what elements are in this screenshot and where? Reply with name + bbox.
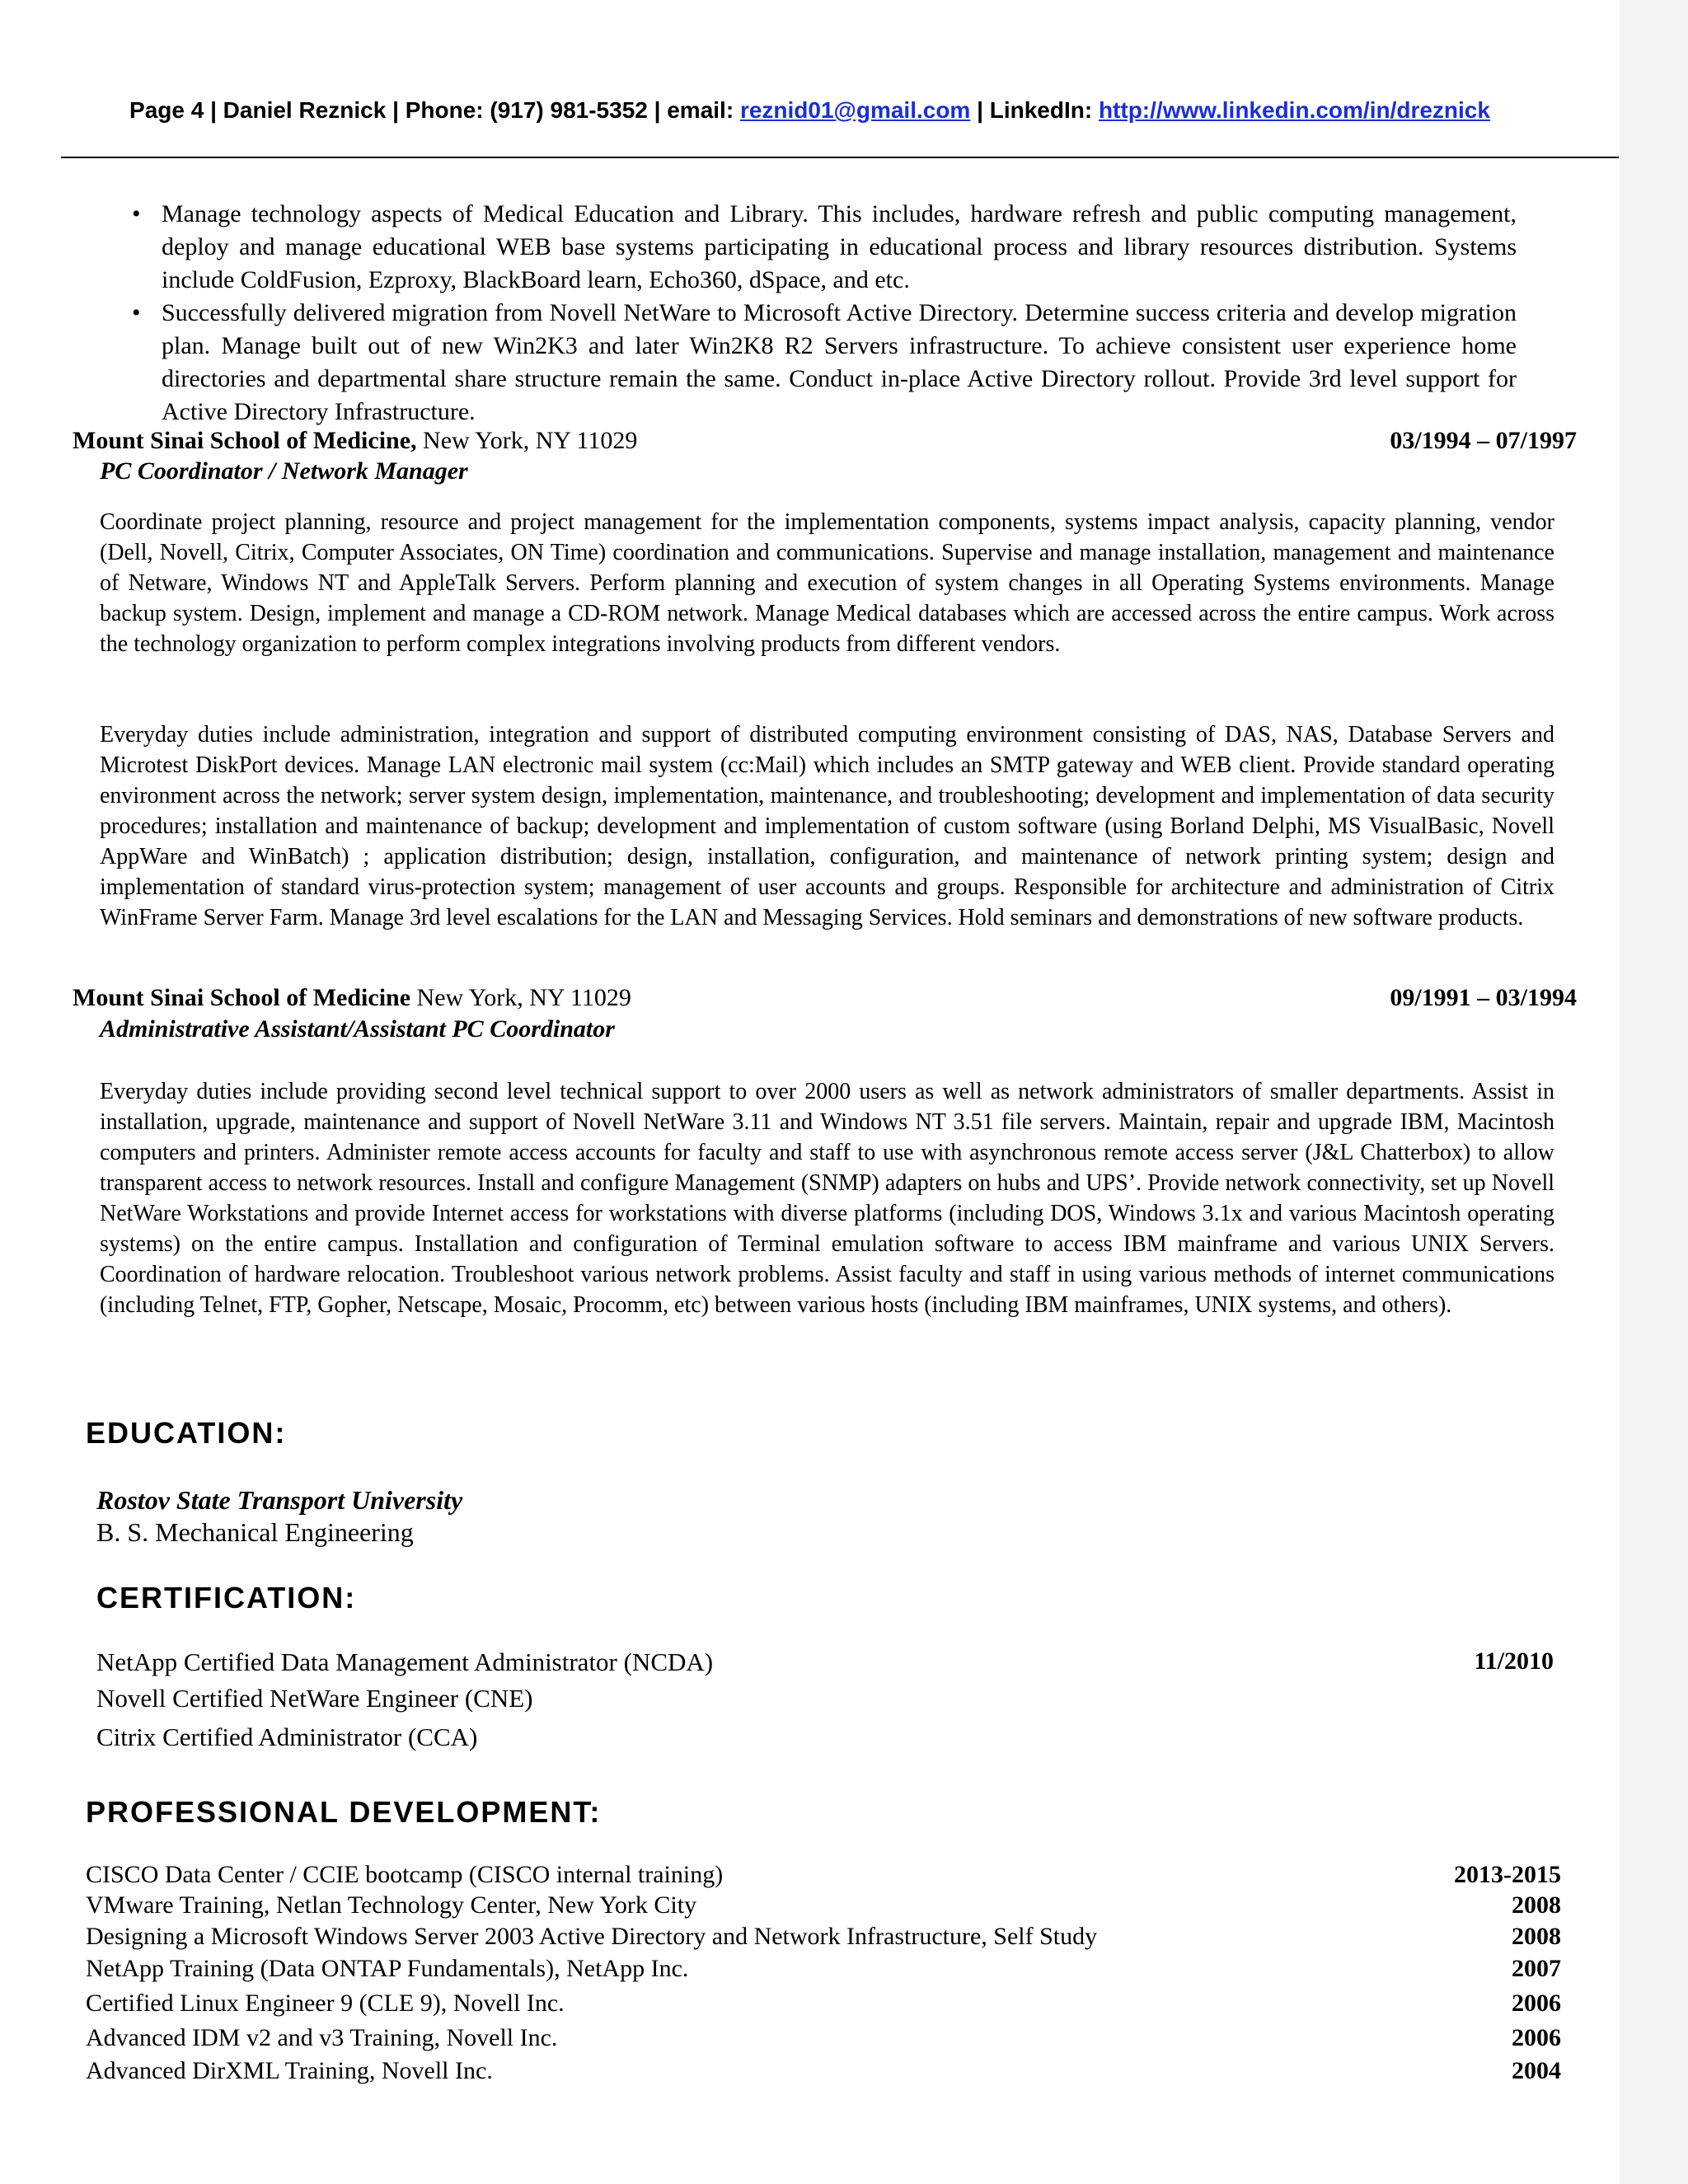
pd-course: Advanced DirXML Training, Novell Inc. — [86, 2057, 493, 2084]
education-heading: EDUCATION: — [86, 1416, 287, 1450]
education-school: Rostov State Transport University — [96, 1485, 463, 1515]
header-linkedin-label: | LinkedIn: — [970, 97, 1099, 123]
job1-duties: Everyday duties include administration, integration and support of distributed computing environment consisting of DAS, NAS, Database Servers and Microtest DiskPort devices. Manage LAN electronic mail system (cc:Mail) which includes an SMTP gateway and WEB client. Provide standard operating environment across the network; server system design, implementation, maintenance, and troubleshooting; development and implementation of data security procedures; installation and maintenance of backup; development and implementation of custom software (using Borland Delphi, MS VisualBasic, Novell AppWare and WinBatch) ; application distribution; design, installation, configuration, and maintenance of network printing system; design and implementation of standard virus-protection system; management of user accounts and groups. Responsible for architecture and administration of Citrix WinFrame Server Farm. Manage 3rd level escalations for the LAN and Messaging Services. Hold seminars and demonstrations of new software products. — [100, 722, 1554, 930]
page-edge-margin — [1620, 0, 1688, 2184]
certification-item: NetApp Certified Data Management Administrator (NCDA) — [96, 1647, 714, 1676]
pd-row — [86, 2057, 1561, 2090]
pd-year: 2013-2015 — [1454, 1861, 1561, 1888]
job1-header — [73, 427, 1577, 460]
job1-title-line — [73, 427, 637, 455]
education-degree: B. S. Mechanical Engineering — [96, 1517, 414, 1547]
job1-employer: Mount Sinai School of Medicine, — [73, 427, 417, 454]
job2-role: Administrative Assistant/Assistant PC Coordinator — [100, 1015, 615, 1043]
page-header — [0, 97, 1620, 124]
bullet-item: • Successfully delivered migration from Novell NetWare to Microsoft Active Directory. Determine success criteria and develop migration plan. Manage built out of new Win2K3 and later Win2K8 R2 Servers infrastructure. To achieve consistent user experience home directories and departmental share structure remain the same. Conduct in-place Active Directory rollout. Provide 3rd level support for Active Directory Infrastructure. — [132, 297, 1517, 429]
job2-dates: 09/1991 – 03/1994 — [1390, 984, 1577, 1011]
pd-row — [86, 1891, 1561, 1924]
pd-course: Advanced IDM v2 and v3 Training, Novell Inc. — [86, 2024, 558, 2051]
pd-course: NetApp Training (Data ONTAP Fundamentals), NetApp Inc. — [86, 1955, 689, 1982]
job1-dates: 03/1994 – 07/1997 — [1390, 427, 1577, 454]
pd-row — [86, 2024, 1561, 2057]
certification-item: Citrix Certified Administrator (CCA) — [96, 1722, 478, 1751]
professional-development-heading: PROFESSIONAL DEVELOPMENT: — [86, 1795, 602, 1829]
pd-row — [86, 1955, 1561, 1988]
job2-duties: Everyday duties include providing second level technical support to over 2000 users as well as network administrators of smaller departments. Assist in installation, upgrade, maintenance and support of Novell NetWare 3.11 and Windows NT 3.51 file servers. Maintain, repair and upgrade IBM, Macintosh computers and printers. Administer remote access accounts for faculty and staff to use with asynchronous remote access server (J&L Chatterbox) to allow transparent access to network resources. Install and configure Management (SNMP) adapters on hubs and UPS’. Provide network connectivity, set up Novell NetWare Workstations and provide Internet access for workstations with diverse platforms (including DOS, Windows 3.1x and various Macintosh operating systems) on the entire campus. Installation and configuration of Terminal emulation software to access IBM mainframe and various UNIX Servers. Coordination of hardware relocation. Troubleshoot various network problems. Assist faculty and staff in using various methods of internet communications (including Telnet, FTP, Gopher, Netscape, Mosaic, Procomm, etc) between various hosts (including IBM mainframes, UNIX systems, and others). — [100, 1079, 1554, 1318]
responsibility-bullets — [132, 198, 1517, 429]
job1-location: New York, NY 11029 — [416, 427, 638, 454]
header-divider — [61, 157, 1619, 158]
certification-date: 11/2010 — [1474, 1647, 1554, 1675]
bullet-item: • Manage technology aspects of Medical Education and Library. This includes, hardware refresh and public computing management, deploy and manage educational WEB base systems participating in educational process and library resources distribution. Systems include ColdFusion, Ezproxy, BlackBoard learn, Echo360, dSpace, and etc. — [132, 198, 1517, 297]
pd-row — [86, 1861, 1561, 1894]
pd-course: Designing a Microsoft Windows Server 2003 Active Directory and Network Infrastructure, Self Study — [86, 1923, 1098, 1950]
job1-description: Coordinate project planning, resource and project management for the implementation components, systems impact analysis, capacity planning, vendor (Dell, Novell, Citrix, Computer Associates, ON Time) coordination and communications. Supervise and manage installation, management and maintenance of Netware, Windows NT and AppleTalk Servers. Perform planning and execution of system changes in all Operating Systems environments. Manage backup system. Design, implement and manage a CD-ROM network. Manage Medical databases which are accessed across the entire campus. Work across the technology organization to perform complex integrations involving products from different vendors. — [100, 509, 1554, 657]
pd-row — [86, 1923, 1561, 1956]
header-contact-text: Page 4 | Daniel Reznick | Phone: (917) 981-5352 | email: — [129, 97, 740, 123]
pd-row — [86, 1990, 1561, 2022]
pd-year: 2006 — [1512, 2024, 1561, 2051]
pd-course: VMware Training, Netlan Technology Center, New York City — [86, 1891, 697, 1919]
pd-year: 2008 — [1512, 1891, 1561, 1919]
job2-title-line — [73, 984, 631, 1012]
pd-course: CISCO Data Center / CCIE bootcamp (CISCO internal training) — [86, 1861, 724, 1888]
job2-header — [73, 984, 1577, 1017]
pd-year: 2006 — [1512, 1990, 1561, 2017]
job2-location: New York, NY 11029 — [410, 984, 631, 1011]
job1-role: PC Coordinator / Network Manager — [100, 457, 468, 485]
pd-course: Certified Linux Engineer 9 (CLE 9), Novell Inc. — [86, 1990, 565, 2017]
pd-year: 2004 — [1512, 2057, 1561, 2084]
pd-year: 2008 — [1512, 1923, 1561, 1950]
pd-year: 2007 — [1512, 1955, 1561, 1982]
certification-item: Novell Certified NetWare Engineer (CNE) — [96, 1684, 533, 1713]
linkedin-link[interactable]: http://www.linkedin.com/in/dreznick — [1098, 97, 1490, 123]
email-link[interactable]: reznid01@gmail.com — [739, 97, 971, 123]
job2-employer: Mount Sinai School of Medicine — [73, 984, 411, 1011]
certification-heading: CERTIFICATION: — [96, 1581, 357, 1615]
